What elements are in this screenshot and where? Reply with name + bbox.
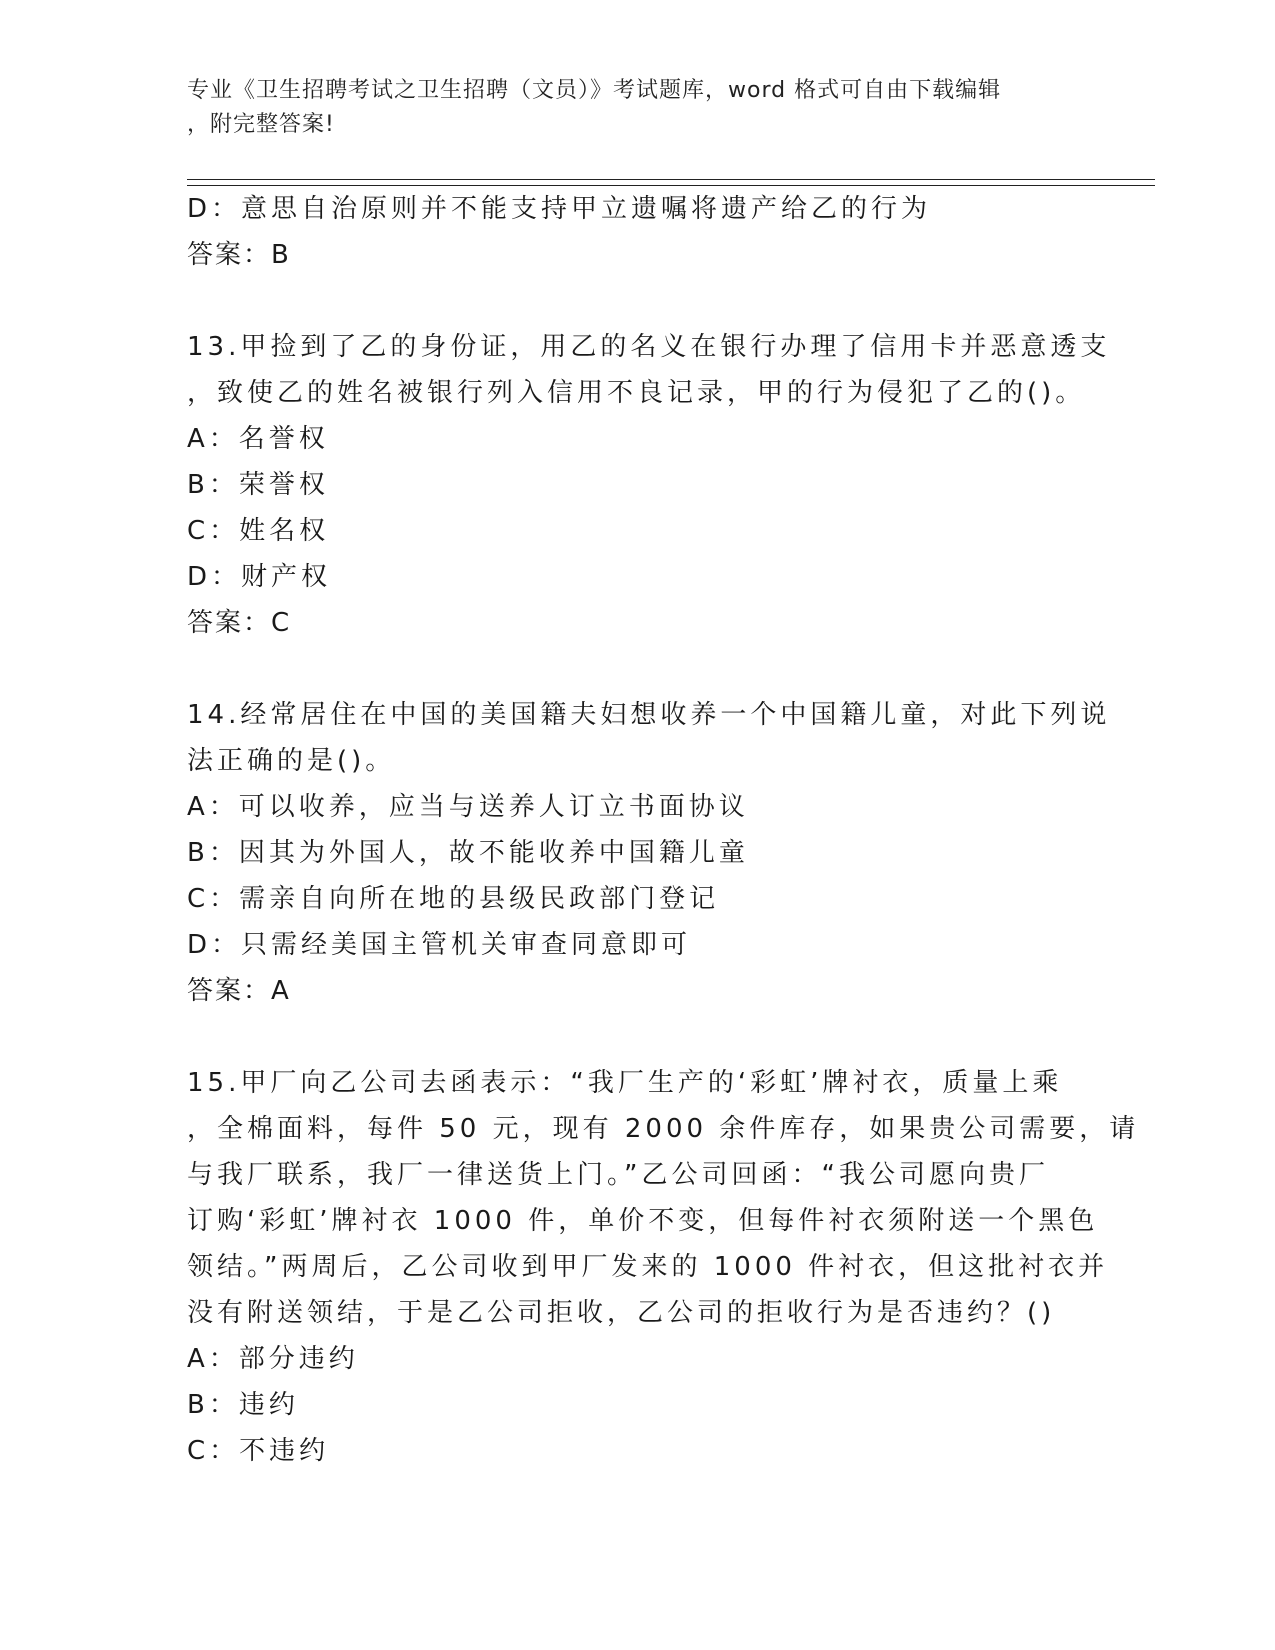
question-15-text-line-3: 与我厂联系，我厂一律送货上门。”乙公司回函：“我公司愿向贵厂 xyxy=(187,1160,1049,1190)
question-15-text-line-2: ，全棉面料，每件 50 元，现有 2000 余件库存，如果贵公司需要，请 xyxy=(187,1114,1140,1144)
header-line-2: ，附完整答案! xyxy=(187,112,335,137)
question-14-text-line-2: 法正确的是()。 xyxy=(187,746,396,776)
question-14-option-d: D：只需经美国主管机关审查同意即可 xyxy=(187,930,692,960)
document-header xyxy=(187,74,1087,142)
question-14 xyxy=(187,692,1111,1014)
question-13-option-b: B：荣誉权 xyxy=(187,470,329,500)
question-13-option-c: C：姓名权 xyxy=(187,516,330,546)
question-13-text-line-1: 13.甲捡到了乙的身份证，用乙的名义在银行办理了信用卡并恶意透支 xyxy=(187,332,1111,362)
question-14-option-c: C：需亲自向所在地的县级民政部门登记 xyxy=(187,884,720,914)
prev-answer: 答案：B xyxy=(187,240,291,270)
spacer xyxy=(187,278,1087,324)
question-15-text-line-4: 订购‘彩虹’牌衬衣 1000 件，单价不变，但每件衬衣须附送一个黑色 xyxy=(187,1206,1099,1236)
question-content xyxy=(187,186,1140,1474)
question-15-option-a: A：部分违约 xyxy=(187,1344,359,1374)
question-13-option-a: A：名誉权 xyxy=(187,424,329,454)
question-14-option-b: B：因其为外国人，故不能收养中国籍儿童 xyxy=(187,838,749,868)
header-line-1: 专业《卫生招聘考试之卫生招聘（文员）》考试题库，word 格式可自由下载编辑 xyxy=(187,78,1002,103)
question-13-answer: 答案：C xyxy=(187,608,292,638)
question-15 xyxy=(187,1060,1140,1474)
prev-option-d: D：意思自治原则并不能支持甲立遗嘱将遗产给乙的行为 xyxy=(187,194,932,224)
spacer xyxy=(187,1014,1087,1060)
question-13-text-line-2: ，致使乙的姓名被银行列入信用不良记录，甲的行为侵犯了乙的()。 xyxy=(187,378,1086,408)
question-15-text-line-5: 领结。”两周后，乙公司收到甲厂发来的 1000 件衬衣，但这批衬衣并 xyxy=(187,1252,1109,1282)
question-14-text-line-1: 14.经常居住在中国的美国籍夫妇想收养一个中国籍儿童，对此下列说 xyxy=(187,700,1111,730)
question-14-option-a: A：可以收养，应当与送养人订立书面协议 xyxy=(187,792,749,822)
question-15-option-b: B：违约 xyxy=(187,1390,299,1420)
question-13 xyxy=(187,324,1111,646)
question-15-option-c: C：不违约 xyxy=(187,1436,330,1466)
question-15-text-line-6: 没有附送领结，于是乙公司拒收，乙公司的拒收行为是否违约？() xyxy=(187,1298,1056,1328)
header-rule-top xyxy=(187,179,1155,180)
question-13-option-d: D：财产权 xyxy=(187,562,332,592)
spacer xyxy=(187,646,1087,692)
question-15-text-line-1: 15.甲厂向乙公司去函表示：“我厂生产的‘彩虹’牌衬衣，质量上乘 xyxy=(187,1068,1063,1098)
question-14-answer: 答案：A xyxy=(187,976,291,1006)
